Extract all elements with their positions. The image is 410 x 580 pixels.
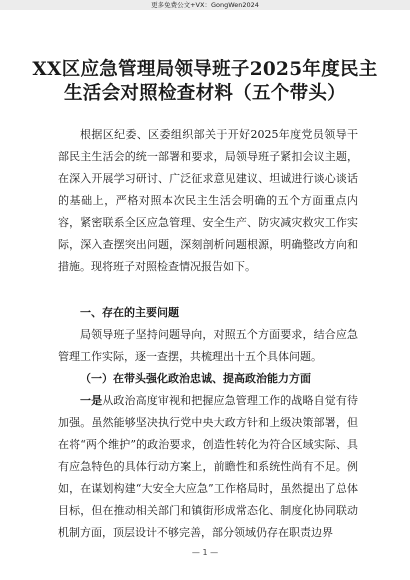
intro-paragraph: 根据区纪委、区委组织部关于开好2025年度党员领导干部民主生活会的统一部署和要求，局领导班子紧扣会议主题，在深入开展学习研讨、广泛征求意见建议、坦诚进行谈心谈话的基础上，严格对照本次民主生活会明确的五个方面重点内容，紧密联系全区应急管理、安全生产、防灾减灾救灾工作实际，深入查摆突出问题，深刻剖析问题根源，明确整改方向和措施。现将班子对照检查情况报告如下。 <box>58 128 358 273</box>
section-heading: 一、存在的主要问题 <box>80 306 179 319</box>
promo-banner: 更多免费公文+VX：GongWen2024 <box>0 0 410 10</box>
section-paragraph: 局领导班子坚持问题导向，对照五个方面要求，结合应急管理工作实际，逐一查摆，共梳理出十五个具体问题。 <box>58 328 358 363</box>
lead-phrase: 一是 <box>80 394 103 407</box>
subsection-paragraph <box>58 390 358 544</box>
page-number: — 1 — <box>191 548 219 557</box>
subsection-text: 从政治高度审视和把握应急管理工作的战略自觉有待加强。虽然能够坚决执行党中央大政方针和上级决策部署，但在将“两个维护”的政治要求，创造性转化为符合区域实际、具有应急特色的具体行动方案上，前瞻性和系统性尚有不足。例如，在谋划构建“大安全大应急”工作格局时，虽然提出了总体目标，但在推动相关部门和镇街形成常态化、制度化协同联动机制方面，顶层设计不够完善，部分领域仍存在职责边界 <box>58 394 358 539</box>
document-title <box>30 58 380 106</box>
title-line-2: 生活会对照检查材料（五个带头） <box>63 83 346 104</box>
subsection-heading: （一）在带头强化政治忠诚、提高政治能力方面 <box>80 372 311 385</box>
title-line-1: XX区应急管理局领导班子2025年度民主 <box>32 59 378 80</box>
